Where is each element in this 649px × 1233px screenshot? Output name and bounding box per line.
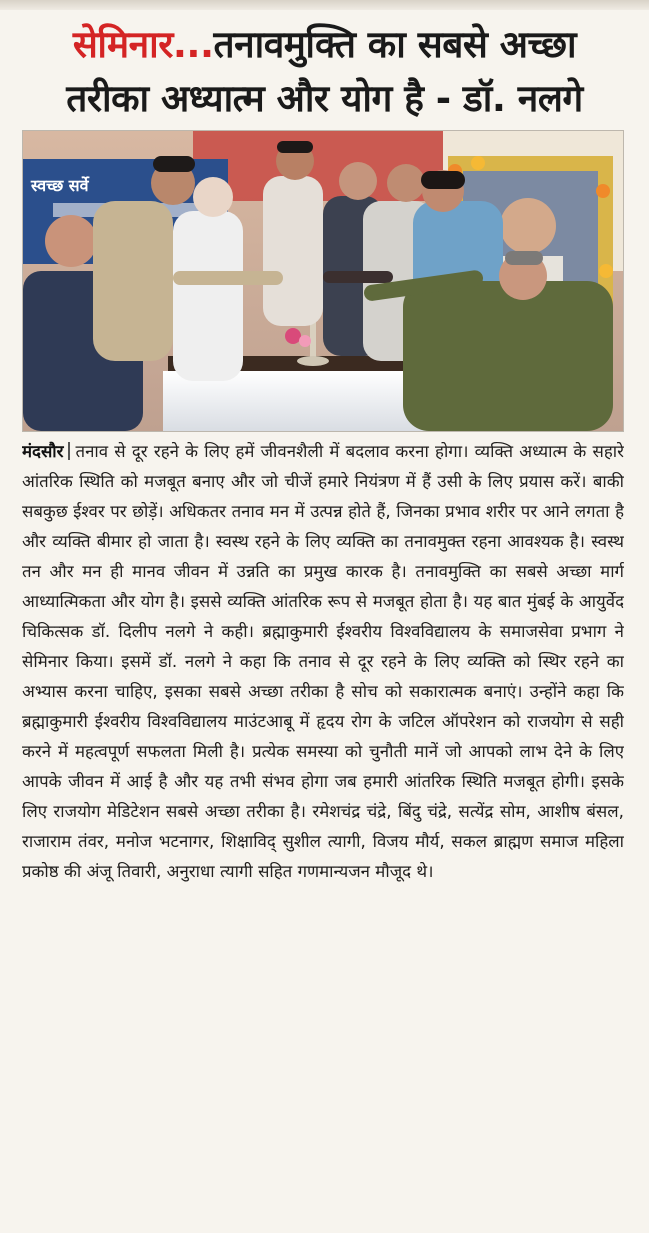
headline-line-1 (0, 18, 649, 72)
lamp-lighting-scene (23, 131, 623, 431)
article-body (22, 436, 624, 1226)
news-photo (22, 130, 624, 432)
headline-line-1-text: तनावमुक्ति का सबसे अच्छा (213, 23, 577, 66)
headline (0, 18, 649, 126)
headline-line-2: तरीका अध्यात्म और योग है - डॉ. नलगे (66, 77, 583, 120)
previous-article-edge (0, 0, 649, 10)
dateline: मंदसौर (22, 441, 64, 461)
banner-text: स्वच्छ सर्वे (31, 176, 89, 195)
headline-kicker: सेमिनार... (72, 23, 214, 66)
article-body-text: तनाव से दूर रहने के लिए हमें जीवनशैली में बदलाव करना होगा। व्यक्ति अध्यात्म के सहारे आंतरिक स्थिति को मजबूत बनाए और जो चीजें हमारे नियंत्रण में हैं उसी के लिए प्रयास करें। बाकी सबकुछ ईश्वर पर छोड़ें। अधिकतर तनाव मन में उत्पन्न होते हैं, जिनका प्रभाव शरीर पर आने लगता है और व्यक्ति बीमार हो जाता है। स्वस्थ रहने के लिए व्यक्ति का तनावमुक्त रहना आवश्यक है। स्वस्थ तन और मन ही मानव जीवन में उन्नति का प्रमुख कारक है। तनावमुक्ति का सबसे अच्छा मार्ग आध्यात्मिकता और योग है। इससे व्यक्ति आंतरिक रूप से मजबूत होता है। यह बात मुंबई के आयुर्वेद चिकित्सक डॉ. दिलीप नलगे ने कही। ब्रह्माकुमारी ईश्वरीय विश्वविद्यालय के समाजसेवा प्रभाग ने सेमिनार किया। इसमें डॉ. नलगे ने कहा कि तनाव से दूर रहने के लिए व्यक्ति को स्थिर रहने का अभ्यास करना चाहिए, इसका सबसे अच्छा तरीका है सोच को सकारात्मक बनाएं। उन्होंने कहा कि ब्रह्माकुमारी ईश्वरीय विश्वविद्यालय माउंटआबू में हृदय रोग के जटिल ऑपरेशन को राजयोग से सही करने में महत्वपूर्ण सफलता मिली है। प्रत्येक समस्या को चुनौती मानें जो आपको लाभ देने के लिए आपके जीवन में आई है और यह तभी संभव होगा जब हमारी आंतरिक स्थिति मजबूत होगी। इसके लिए राजयोग मेडिटेशन सबसे अच्छा तरीका है। रमेशचंद्र चंद्रे, बिंदु चंद्रे, सत्येंद्र सोम, आशीष बंसल, राजाराम तंवर, मनोज भटनागर, शिक्षाविद् सुशील त्यागी, विजय मौर्य, सकल ब्राह्मण समाज महिला प्रकोष्ठ की अंजू तिवारी, अनुराधा त्यागी सहित गणमान्यजन मौजूद थे। (22, 441, 624, 881)
dateline-separator (68, 442, 70, 460)
